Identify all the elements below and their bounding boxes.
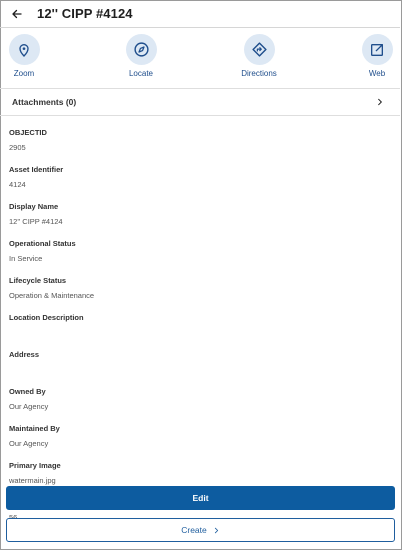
field-operational-status: [9, 238, 389, 272]
locate-label: Locate: [128, 69, 154, 78]
page-title: 12'' CIPP #4124: [37, 6, 133, 21]
field-location-description: [9, 312, 389, 346]
field-label: OBJECTID: [9, 128, 47, 137]
directions-icon-circle: [244, 34, 275, 65]
field-value: watermain.jpg: [9, 476, 56, 485]
field-address: [9, 349, 389, 383]
field-label: Maintained By: [9, 424, 60, 433]
field-value: [9, 364, 389, 375]
field-owned-by: [9, 386, 389, 420]
map-pin-icon: [16, 42, 32, 58]
zoom-label: Zoom: [13, 69, 35, 78]
locate-icon-circle: [126, 34, 157, 65]
field-value: 4124: [9, 180, 26, 189]
zoom-icon-circle: [9, 34, 40, 65]
directions-icon: [251, 41, 268, 58]
field-value: Our Agency: [9, 402, 49, 411]
header-divider: [0, 27, 400, 28]
action-bar: [0, 34, 400, 84]
field-label: Location Description: [9, 313, 84, 322]
field-lifecycle-status: [9, 275, 389, 309]
attachments-row[interactable]: [0, 89, 400, 115]
field-maintained-by: [9, 423, 389, 457]
zoom-button[interactable]: [0, 34, 54, 84]
web-label: Web: [368, 69, 386, 78]
locate-button[interactable]: [111, 34, 171, 84]
attachments-bottom-divider: [0, 115, 400, 116]
field-asset-identifier: [9, 164, 389, 198]
field-label: Primary Image: [9, 461, 61, 470]
web-button[interactable]: [347, 34, 407, 84]
compass-icon: [133, 41, 150, 58]
field-label: Lifecycle Status: [9, 276, 67, 285]
field-value: In Service: [9, 254, 43, 263]
edit-button[interactable]: [6, 486, 395, 510]
field-value: Operation & Maintenance: [9, 291, 95, 300]
arrow-left-icon: [11, 8, 23, 20]
attribute-list: [9, 124, 389, 485]
create-chevron: [213, 527, 220, 534]
header-bar: [0, 0, 400, 27]
chevron-right-icon: [213, 527, 220, 534]
field-label: Asset Identifier: [9, 165, 64, 174]
field-value: Our Agency: [9, 439, 49, 448]
back-button[interactable]: [9, 6, 25, 22]
edit-button-label: Edit: [192, 493, 209, 503]
field-label: Operational Status: [9, 239, 76, 248]
field-value: 12'' CIPP #4124: [9, 217, 63, 226]
field-label: Owned By: [9, 387, 46, 396]
directions-button[interactable]: [229, 34, 289, 84]
field-label: Address: [9, 350, 40, 359]
directions-label: Directions: [241, 69, 277, 78]
create-button-label: Create: [181, 525, 207, 535]
field-objectid: [9, 127, 389, 161]
chevron-right-icon: [376, 98, 384, 106]
field-display-name: [9, 201, 389, 235]
field-label: Display Name: [9, 202, 59, 211]
external-link-icon: [369, 42, 385, 58]
create-button[interactable]: [6, 518, 395, 542]
field-value: [9, 327, 389, 338]
attachments-label: Attachments (0): [12, 97, 77, 107]
field-value: 2905: [9, 143, 26, 152]
web-icon-circle: [362, 34, 393, 65]
